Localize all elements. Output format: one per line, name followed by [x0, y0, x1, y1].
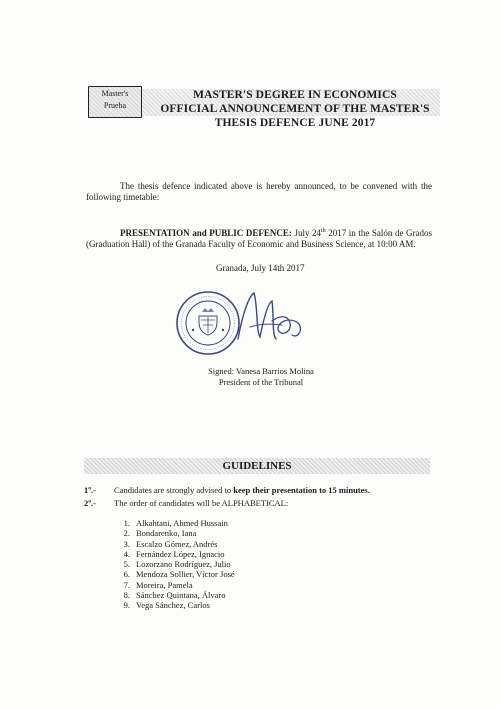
list-item — [116, 528, 235, 538]
list-item — [116, 559, 235, 569]
candidate-name: Lozorzano Rodríguez, Julio — [136, 559, 231, 570]
header-box-line1: Master's — [101, 89, 129, 98]
guideline-rule-2 — [84, 498, 434, 509]
candidate-name: Vega Sánchez, Carlos — [136, 600, 210, 611]
candidate-name: Moreira, Pamela — [136, 579, 193, 590]
list-item — [116, 580, 235, 590]
candidate-list — [116, 518, 235, 611]
list-item — [116, 590, 235, 600]
rule-1-number: 1º.- — [84, 485, 97, 495]
candidate-number: 3. — [123, 538, 130, 549]
presentation-date: July 24 — [294, 228, 321, 238]
candidate-number: 9. — [123, 600, 130, 611]
title-line-1: MASTER'S DEGREE IN ECONOMICS — [193, 89, 397, 101]
rule-1-text: Candidates are strongly advised to — [114, 485, 234, 495]
intro-paragraph: The thesis defence indicated above is hereby announced, to be convened with the following timetable: — [86, 181, 432, 202]
title-line-3: THESIS DEFENCE JUNE 2017 — [214, 117, 376, 129]
signed-name: Signed: Vanesa Barrios Molina — [208, 366, 314, 376]
rule-2-text: The order of candidates will be ALPHABETICAL: — [114, 498, 289, 508]
handwritten-signature — [232, 287, 312, 357]
announcement-title — [150, 88, 440, 130]
candidate-number: 5. — [123, 559, 130, 570]
issue-date: Granada, July 14th 2017 — [216, 263, 305, 273]
presentation-date-sup: th — [321, 228, 326, 234]
title-line-2: OFFICIAL ANNOUNCEMENT OF THE MASTER'S — [160, 103, 430, 115]
header-label-box — [88, 86, 142, 118]
list-item — [116, 569, 235, 579]
list-item — [116, 600, 235, 610]
candidate-name: Mendoza Sollier, Víctor José — [136, 569, 235, 580]
header-box-line2: Prueba — [103, 101, 127, 110]
candidate-number: 1. — [123, 518, 130, 528]
guidelines-title: GUIDELINES — [222, 460, 292, 472]
candidate-number: 4. — [123, 548, 130, 559]
signature-block — [196, 366, 326, 388]
list-item — [116, 549, 235, 559]
candidate-number: 2. — [123, 528, 130, 539]
candidate-name: Fernández López, Ignacio — [136, 548, 225, 559]
presentation-details: 2017 in the Salón de Grados (Graduation Hall) of the Granada Faculty of Economic and Business Science, at 10:00 AM. — [86, 228, 433, 249]
candidate-name: Sánchez Quintana, Álvaro — [136, 590, 226, 601]
list-item — [116, 518, 235, 528]
candidate-number: 6. — [123, 569, 130, 580]
candidate-name: Escalzo Gómez, Andrés — [136, 538, 218, 549]
candidate-name: Alkahtani, Ahmed Hussain — [136, 518, 228, 528]
list-item — [116, 539, 235, 549]
presentation-label: PRESENTATION and PUBLIC DEFENCE: — [120, 228, 292, 238]
candidate-name: Bondarenko, Iana — [136, 528, 197, 539]
candidate-number: 7. — [123, 579, 130, 590]
guideline-rule-1 — [84, 485, 434, 496]
presentation-paragraph — [86, 226, 432, 250]
signer-role: President of the Tribunal — [218, 377, 304, 387]
rule-2-number: 2º.- — [84, 498, 97, 508]
rule-1-emphasis: keep their presentation to 15 minutes. — [233, 485, 370, 495]
candidate-number: 8. — [123, 590, 130, 601]
